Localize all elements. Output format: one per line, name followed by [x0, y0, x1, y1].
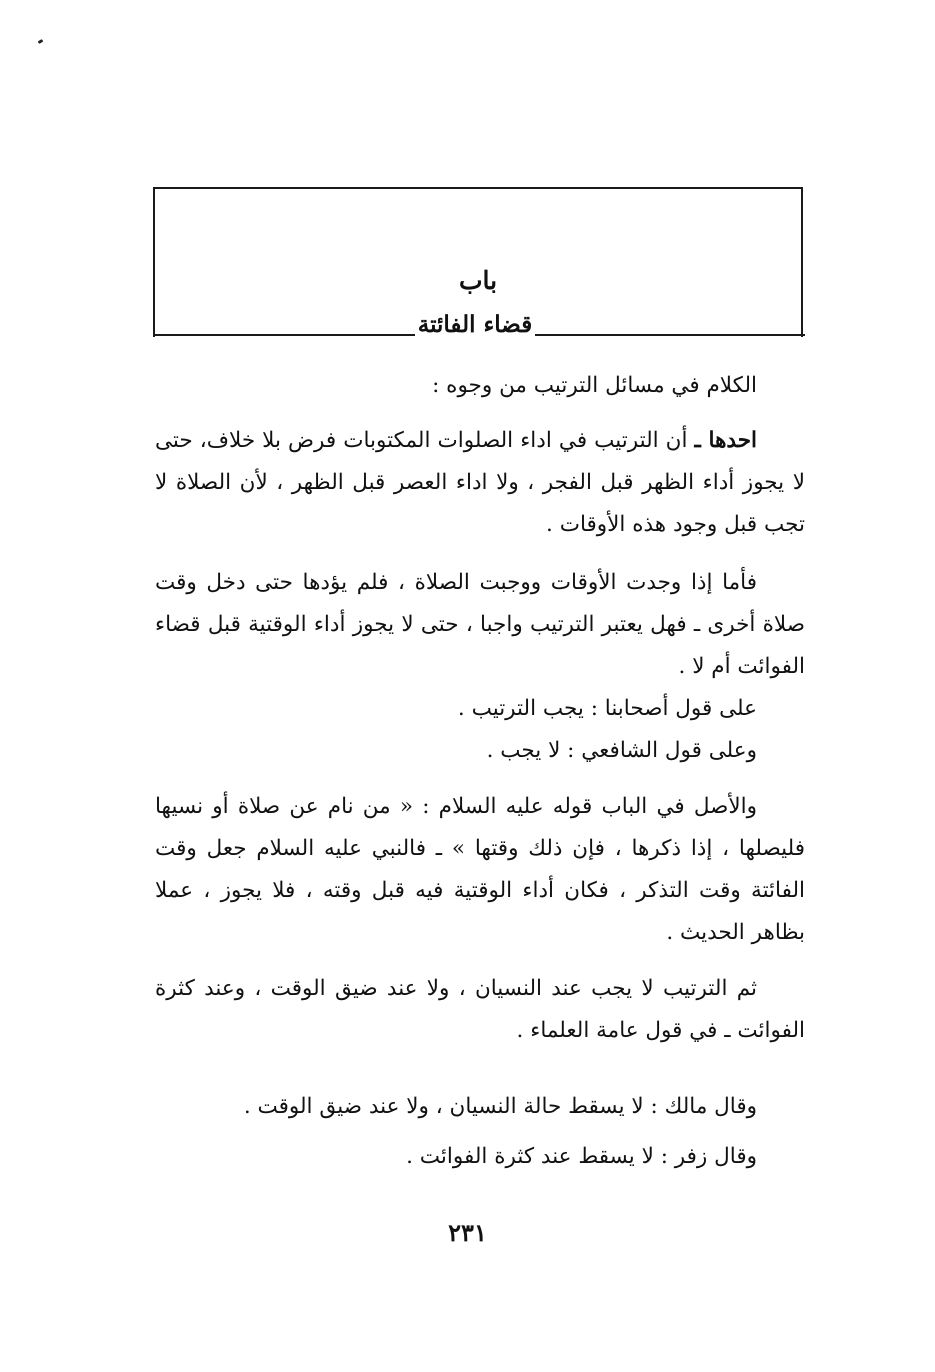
opinions-block-2 — [155, 1082, 805, 1182]
section-label: باب — [458, 266, 498, 295]
intro-line: الكلام في مسائل الترتيب من وجوه : — [432, 373, 757, 398]
paragraph-1-text: أن الترتيب في اداء الصلوات المكتوبات فرض بلا خلاف، حتى لا يجوز أداء الظهر قبل الفجر ، ولا اداء العصر قبل الظهر ، لأن الصلاة لا تجب قبل وجود هذه الأوقات . — [155, 428, 805, 537]
opinion-shafii: وعلى قول الشافعي : لا يجب . — [486, 738, 757, 763]
paragraph-4-text: ثم الترتيب لا يجب عند النسيان ، ولا عند ضيق الوقت ، وعند كثرة الفوائت ـ في قول عامة العلماء . — [155, 976, 805, 1043]
title-underline-right — [535, 334, 805, 336]
opinion-zufar: وقال زفر : لا يسقط عند كثرة الفوائت . — [406, 1144, 757, 1169]
opinions-block — [155, 688, 805, 772]
scan-speck — [38, 39, 44, 44]
paragraph-1-lead: احدها ـ — [694, 428, 757, 453]
chapter-title: قضاء الفائتة — [417, 311, 533, 338]
title-underline-left — [153, 334, 415, 336]
paragraph-1 — [155, 420, 805, 546]
paragraph-2-text: فأما إذا وجدت الأوقات ووجبت الصلاة ، فلم يؤدها حتى دخل وقت صلاة أخرى ـ فهل يعتبر الترتيب واجبا ، حتى لا يجوز أداء الوقتية قبل قضاء الفوائت أم لا . — [155, 570, 805, 679]
page-number: ٢٣١ — [448, 1218, 487, 1247]
opinion-malik: وقال مالك : لا يسقط حالة النسيان ، ولا عند ضيق الوقت . — [243, 1094, 757, 1119]
opinion-ashab: على قول أصحابنا : يجب الترتيب . — [457, 696, 757, 721]
paragraph-4 — [155, 968, 805, 1052]
paragraph-3 — [155, 786, 805, 954]
paragraph-3-text: والأصل في الباب قوله عليه السلام : « من نام عن صلاة أو نسيها فليصلها ، إذا ذكرها ، فإن ذلك وقتها » ـ فالنبي عليه السلام جعل وقت الفائتة وقت التذكر ، فكان أداء الوقتية فيه قبل وقته ، فلا يجوز ، عملا بظاهر الحديث . — [155, 794, 805, 945]
paragraph-2 — [155, 562, 805, 688]
intro-block — [155, 365, 805, 407]
